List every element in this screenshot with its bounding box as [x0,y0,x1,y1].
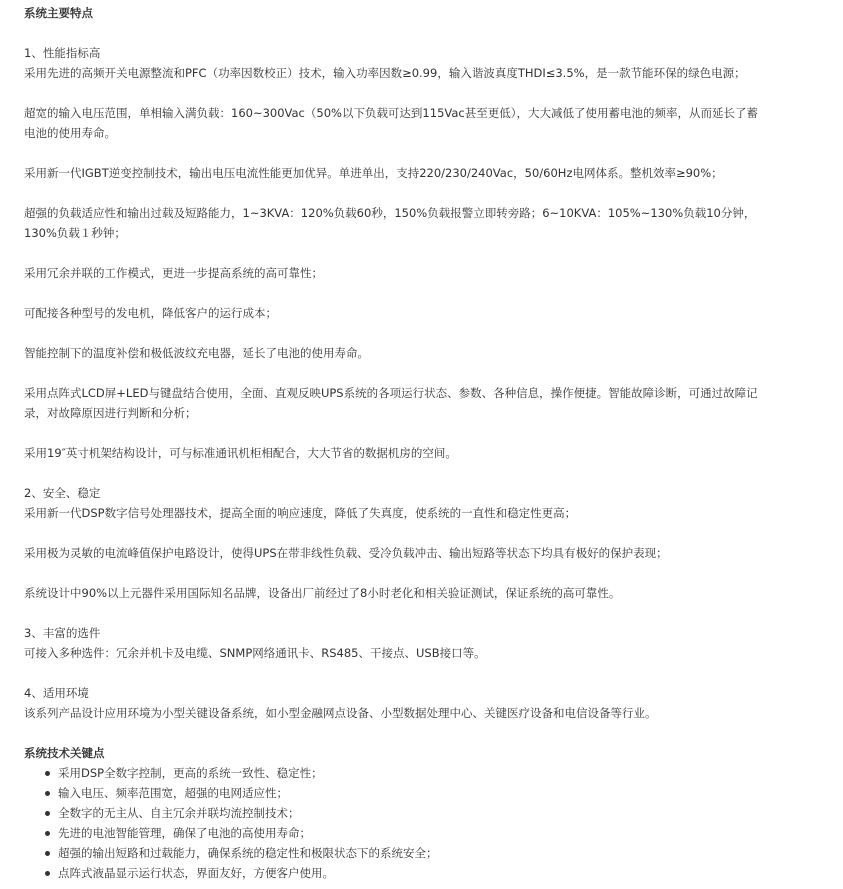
section-1-paragraph-7: 智能控制下的温度补偿和极低波纹充电器，延长了电池的使用寿命。 [24,346,369,360]
section-2-paragraph-1: 采用新一代DSP数字信号处理器技术，提高全面的响应速度，降低了失真度，使系统的一直性和稳定性更高； [24,506,577,520]
section-1-title: 1、性能指标高 [24,46,101,60]
list-item: 超强的输出短路和过载能力，确保系统的稳定性和极限状态下的系统安全； [58,843,803,863]
section-2-paragraph-2: 采用极为灵敏的电流峰值保护电路设计，使得UPS在带非线性负载、受冷负载冲击、输出短路等状态下均具有极好的保护表现； [24,546,668,560]
section-1-paragraph-6: 可配接各种型号的发电机，降低客户的运行成本； [24,306,277,320]
section-2-paragraph-3: 系统设计中90%以上元器件采用国际知名品牌，设备出厂前经过了8小时老化和相关验证测试，保证系统的高可靠性。 [24,586,621,600]
section-1-paragraph-8-line-1: 采用点阵式LCD屏+LED与键盘结合使用，全面、直观反映UPS系统的各项运行状态、参数、各种信息，操作便捷。智能故障诊断，可通过故障记 [24,386,758,400]
section-1-paragraph-3: 采用新一代IGBT逆变控制技术，输出电压电流性能更加优异。单进单出，支持220/230/240Vac，50/60Hz电网体系。整机效率≥90%； [24,166,723,180]
section-1-paragraph-9: 采用19″英寸机架结构设计，可与标准通讯机柜相配合，大大节省的数据机房的空间。 [24,446,457,460]
key-points-list [24,763,803,883]
section-1-paragraph-1: 采用先进的高频开关电源整流和PFC（功率因数校正）技术，输入功率因数≥0.99，输入谐波真度THDI≤3.5%，是一款节能环保的绿色电源； [24,66,746,80]
section-1-paragraph-4-line-2: 130%负载１秒钟； [24,226,126,240]
section-4-title: 4、适用环境 [24,686,89,700]
heading-key-points: 系统技术关键点 [24,746,105,760]
section-1-paragraph-5: 采用冗余并联的工作模式，更进一步提高系统的高可靠性； [24,266,323,280]
list-item: 采用DSP全数字控制，更高的系统一致性、稳定性； [58,763,803,783]
section-3-title: 3、丰富的选件 [24,626,101,640]
heading-main-features: 系统主要特点 [24,6,93,20]
section-1-paragraph-2-line-1: 超宽的输入电压范围，单相输入满负载：160~300Vac（50%以下负载可达到115Vac甚至更低），大大减低了使用蓄电池的频率，从而延长了蓄 [24,106,758,120]
section-1-paragraph-4-line-1: 超强的负载适应性和输出过载及短路能力，1~3KVA：120%负载60秒，150%负载报警立即转旁路；6~10KVA：105%~130%负载10分钟， [24,206,756,220]
list-item: 输入电压、频率范围宽，超强的电网适应性； [58,783,803,803]
list-item: 点阵式液晶显示运行状态，界面友好，方便客户使用。 [58,863,803,883]
section-2-title: 2、安全、稳定 [24,486,101,500]
section-3-paragraph-1: 可接入多种选件：冗余并机卡及电缆、SNMP网络通讯卡、RS485、干接点、USB接口等。 [24,646,486,660]
section-1-paragraph-8-line-2: 录，对故障原因进行判断和分析； [24,406,197,420]
list-item: 先进的电池智能管理，确保了电池的高使用寿命； [58,823,803,843]
section-1-paragraph-2-line-2: 电池的使用寿命。 [24,126,116,140]
list-item: 全数字的无主从、自主冗余并联均流控制技术； [58,803,803,823]
section-4-paragraph-1: 该系列产品设计应用环境为小型关键设备系统，如小型金融网点设备、小型数据处理中心、关键医疗设备和电信设备等行业。 [24,706,657,720]
